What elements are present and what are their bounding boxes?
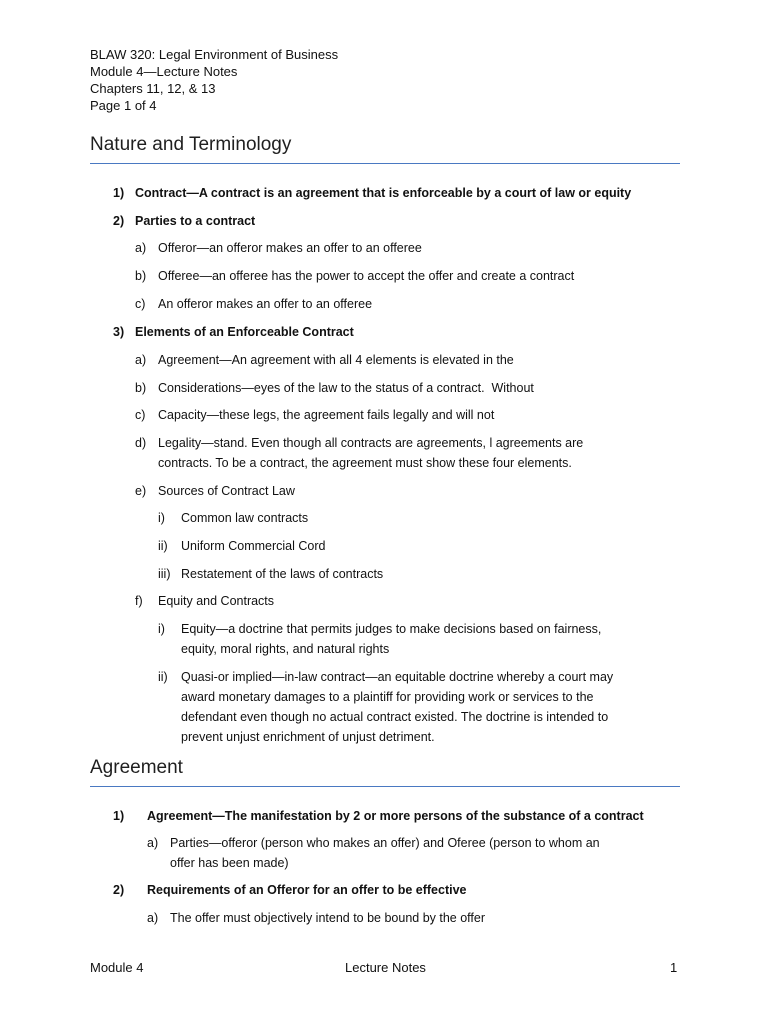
list-marker: e) bbox=[135, 484, 147, 498]
list-marker: c) bbox=[135, 297, 146, 311]
chapters-line: Chapters 11, 12, & 13 bbox=[90, 81, 216, 96]
list-text-line: equity, moral rights, and natural rights bbox=[181, 642, 390, 656]
footer-page-number: 1 bbox=[670, 960, 678, 975]
section-heading-agreement: Agreement bbox=[90, 757, 183, 778]
list-text: Offeree—an offeree has the power to accept the offer and create a contract bbox=[158, 269, 575, 283]
list-text: Equity and Contracts bbox=[158, 594, 275, 608]
list-text: Agreement—The manifestation by 2 or more persons of the substance of a contract bbox=[147, 809, 644, 823]
list-text: Offeror—an offeror makes an offer to an offeree bbox=[158, 241, 422, 255]
document-header bbox=[90, 46, 338, 114]
list-marker: 1) bbox=[113, 809, 125, 823]
list-text: Considerations—eyes of the law to the status of a contract. Without bbox=[158, 381, 534, 395]
list-text-line: contracts. To be a contract, the agreement must show these four elements. bbox=[158, 456, 572, 470]
list-text-line: Quasi-or implied—in-law contract—an equitable doctrine whereby a court may bbox=[181, 670, 614, 684]
list-text-line: prevent unjust enrichment of unjust detriment. bbox=[181, 730, 435, 744]
list-text-line: defendant even though no actual contract existed. The doctrine is intended to bbox=[181, 710, 609, 724]
list-text-line: award monetary damages to a plaintiff for providing work or services to the bbox=[181, 690, 594, 704]
list-text: The offer must objectively intend to be bound by the offer bbox=[170, 911, 486, 925]
list-marker: d) bbox=[135, 436, 147, 450]
list-text: Parties to a contract bbox=[135, 214, 256, 228]
footer-left: Module 4 bbox=[90, 960, 144, 975]
module-title: Module 4—Lecture Notes bbox=[90, 64, 238, 79]
list-marker: b) bbox=[135, 269, 147, 283]
list-text: An offeror makes an offer to an offeree bbox=[158, 297, 373, 311]
list-marker: 2) bbox=[113, 883, 125, 897]
list-marker: c) bbox=[135, 408, 146, 422]
section-rule bbox=[90, 786, 680, 787]
list-text: Capacity—these legs, the agreement fails legally and will not bbox=[158, 408, 495, 422]
course-title: BLAW 320: Legal Environment of Business bbox=[90, 47, 339, 62]
list-marker: 1) bbox=[113, 186, 125, 200]
list-text: Common law contracts bbox=[181, 511, 309, 525]
list-text: Elements of an Enforceable Contract bbox=[135, 325, 354, 339]
footer-center: Lecture Notes bbox=[345, 960, 426, 975]
page-indicator: Page 1 of 4 bbox=[90, 98, 157, 113]
list-text: Contract—A contract is an agreement that is enforceable by a court of law or equity bbox=[135, 186, 632, 200]
section-rule bbox=[90, 163, 680, 164]
section-heading-nature: Nature and Terminology bbox=[90, 134, 292, 155]
list-text-line: Parties—offeror (person who makes an offer) and Oferee (person to whom an bbox=[170, 836, 600, 850]
list-marker: 2) bbox=[113, 214, 125, 228]
list-marker: f) bbox=[135, 594, 143, 608]
list-marker: a) bbox=[135, 241, 147, 255]
list-text: Uniform Commercial Cord bbox=[181, 539, 326, 553]
list-marker: b) bbox=[135, 381, 147, 395]
list-text: Restatement of the laws of contracts bbox=[181, 567, 384, 581]
list-marker: iii) bbox=[158, 567, 171, 581]
list-text: Requirements of an Offeror for an offer to be effective bbox=[147, 883, 467, 897]
list-marker: a) bbox=[135, 353, 147, 367]
list-text: Sources of Contract Law bbox=[158, 484, 295, 498]
list-marker: ii) bbox=[158, 670, 168, 684]
list-text-line: Legality—stand. Even though all contracts are agreements, l agreements are bbox=[158, 436, 584, 450]
list-marker: 3) bbox=[113, 325, 125, 339]
list-marker: a) bbox=[147, 836, 159, 850]
list-marker: i) bbox=[158, 511, 165, 525]
list-text: Agreement—An agreement with all 4 elements is elevated in the bbox=[158, 353, 514, 367]
list-text-line: offer has been made) bbox=[170, 856, 289, 870]
list-marker: a) bbox=[147, 911, 159, 925]
list-marker: ii) bbox=[158, 539, 168, 553]
list-marker: i) bbox=[158, 622, 165, 636]
list-text-line: Equity—a doctrine that permits judges to make decisions based on fairness, bbox=[181, 622, 602, 636]
